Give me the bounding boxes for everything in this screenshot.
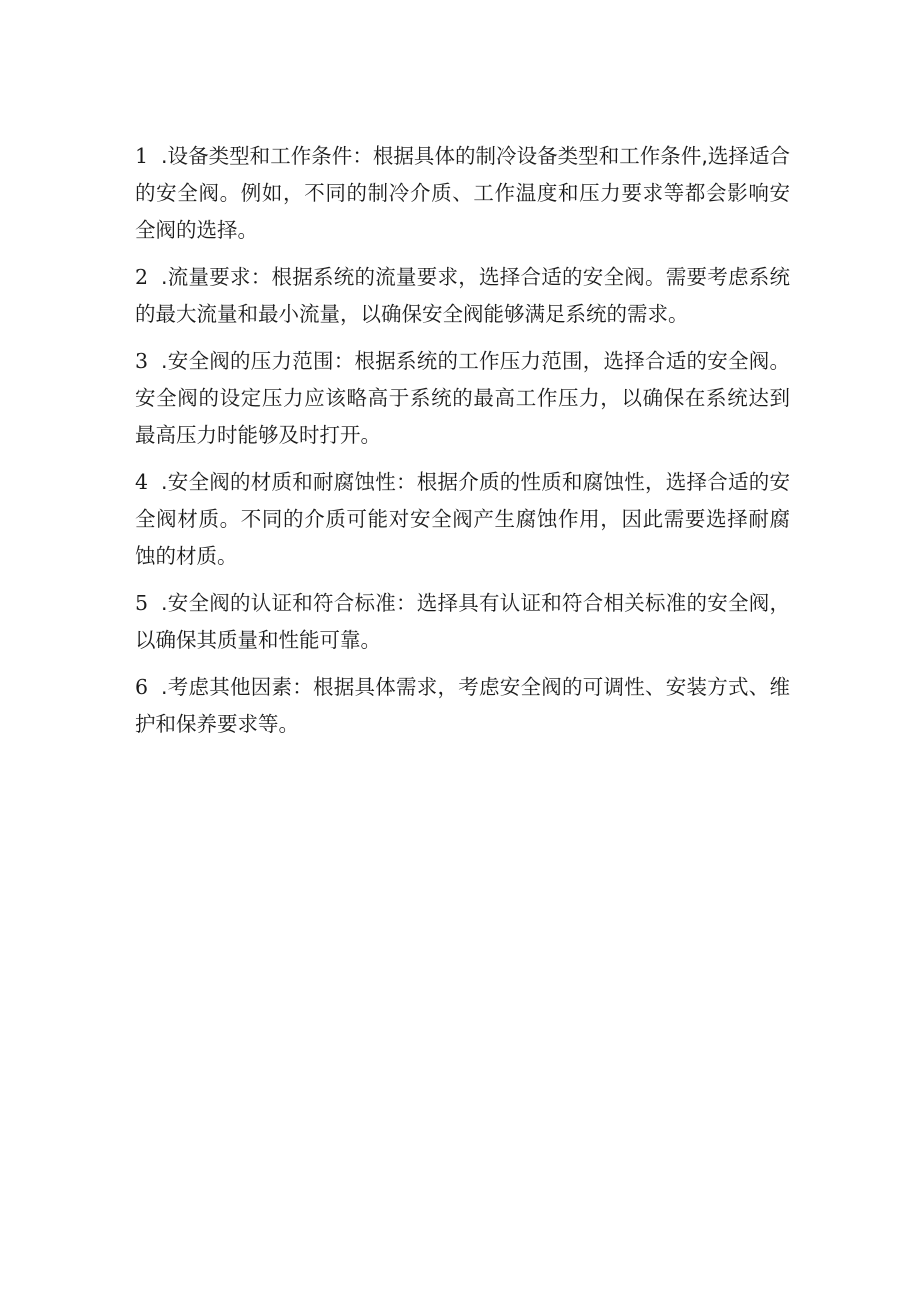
item-number: 3 (135, 349, 149, 373)
list-item (135, 343, 790, 454)
list-item (135, 585, 790, 659)
item-text: .安全阀的认证和符合标准：选择具有认证和符合相关标准的安全阀，以确保其质量和性能可靠。 (135, 591, 790, 652)
requirements-list (135, 138, 790, 753)
list-item (135, 464, 790, 575)
item-text: .安全阀的材质和耐腐蚀性：根据介质的性质和腐蚀性，选择合适的安全阀材质。不同的介质可能对安全阀产生腐蚀作用，因此需要选择耐腐蚀的材质。 (135, 470, 790, 568)
item-number: 5 (135, 591, 149, 615)
list-item (135, 138, 790, 249)
item-text: .考虑其他因素：根据具体需求，考虑安全阀的可调性、安装方式、维护和保养要求等。 (135, 675, 790, 736)
item-number: 2 (135, 265, 149, 289)
list-item (135, 259, 790, 333)
item-number: 1 (135, 144, 149, 168)
item-number: 4 (135, 470, 149, 494)
item-text: .安全阀的压力范围：根据系统的工作压力范围，选择合适的安全阀。安全阀的设定压力应该略高于系统的最高工作压力，以确保在系统达到最高压力时能够及时打开。 (135, 349, 790, 447)
list-item (135, 669, 790, 743)
item-number: 6 (135, 675, 149, 699)
item-text: .流量要求：根据系统的流量要求，选择合适的安全阀。需要考虑系统的最大流量和最小流量，以确保安全阀能够满足系统的需求。 (135, 265, 790, 326)
item-text: .设备类型和工作条件：根据具体的制冷设备类型和工作条件,选择适合的安全阀。例如，不同的制冷介质、工作温度和压力要求等都会影响安全阀的选择。 (135, 144, 790, 242)
